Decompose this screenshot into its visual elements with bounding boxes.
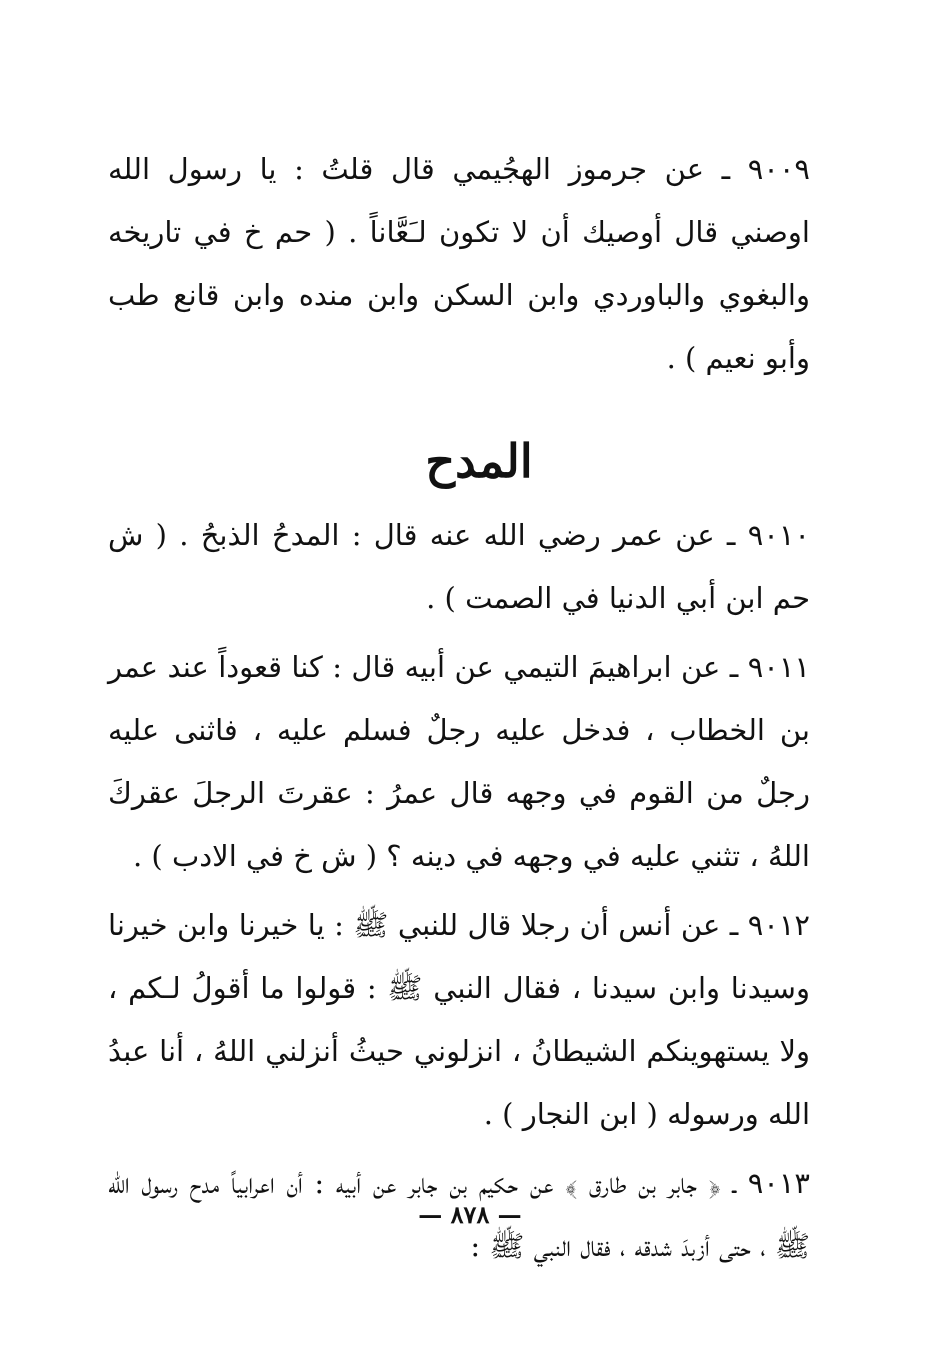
section-heading: المدح	[425, 434, 533, 488]
hadith-9011: ٩٠١١ ـ عن ابراهيمَ التيمي عن أبيه قال : كنا قعوداً عند عمر بن الخطاب ، فدخل عليه رجلٌ فسلم عليه ، فاثنى عليه رجلٌ من القوم في وجهه قال عمرُ : عقرتَ الرجلَ عقركَ اللهُ ، تثني عليه في وجهه في دينه ؟ ( ش خ في الادب ) .	[108, 650, 810, 873]
page-number: — ٨٧٨ —	[418, 1200, 522, 1229]
hadith-9012: ٩٠١٢ ـ عن أنس أن رجلا قال للنبي ﷺ : يا خيرنا وابن خيرنا وسيدنا وابن سيدنا ، فقال النبي ﷺ : قولوا ما أقولُ لـكم ، ولا يستهوينكم الشيطانُ ، انزلوني حيثُ أنزلني اللهُ ، أنا عبدُ الله ورسوله ( ابن النجار ) .	[108, 908, 810, 1131]
hadith-9010: ٩٠١٠ ـ عن عمر رضي الله عنه قال : المدحُ الذبحُ . ( ش حم ابن أبي الدنيا في الصمت ) .	[108, 518, 810, 615]
page-body	[108, 138, 810, 1278]
hadith-9009: ٩٠٠٩ ـ عن جرموز الهجُيمي قال قلتُ : يا رسول الله اوصني قال أوصيك أن لا تكون لـَعَّاناً . ( حم خ في تاريخه والبغوي والباوردي وابن السكن وابن منده وابن قانع طب وأبو نعيم ) .	[108, 152, 810, 375]
hadith-9013: ٩٠١٣ ـ ﴿ جابر بن طارق ﴾ عن حكيم بن جابر عن أبيه : أن اعرابياً مدح رسول الله ﷺ ، حتى أزبدَ شدقه ، فقال النبي ﷺ :	[108, 1166, 810, 1263]
